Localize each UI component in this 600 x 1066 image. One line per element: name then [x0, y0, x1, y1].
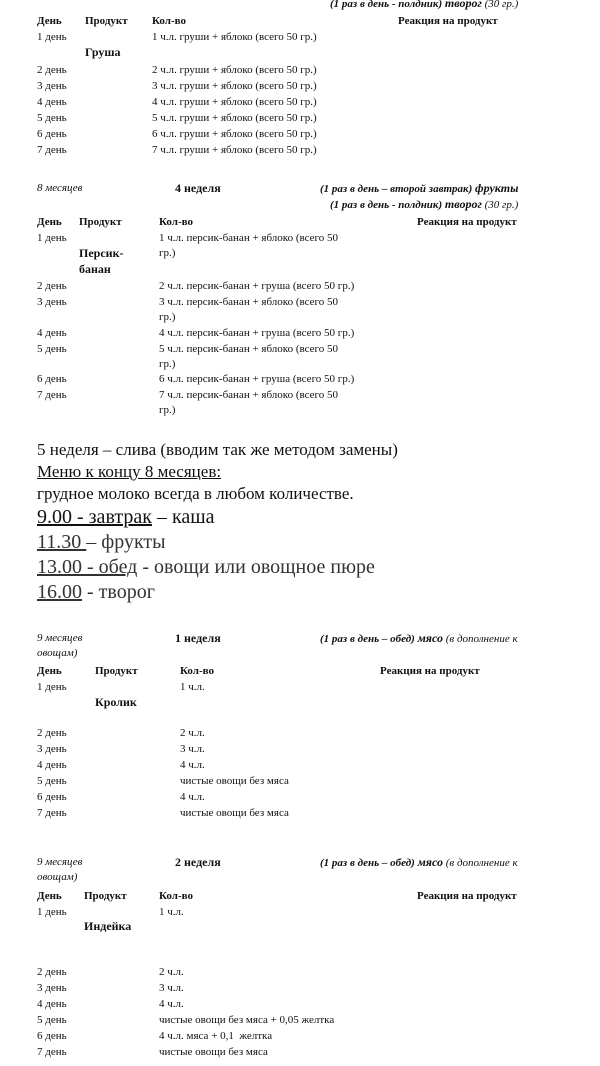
menu-item-3-rest: - овощи или овощное пюре	[137, 556, 375, 578]
section2-row3-day: 3 день	[37, 296, 67, 308]
section2-note2-pre: (1 раз в день - полдник)	[330, 199, 443, 211]
section2-note2-post: (30 гр.)	[484, 199, 519, 211]
section3-row2-amount: 2 ч.л.	[180, 727, 205, 739]
section3-product: Кролик	[95, 695, 137, 709]
section3-row6-amount: 4 ч.л.	[180, 791, 205, 803]
menu-item-1-time: 9.00 - завтрак	[37, 506, 152, 528]
section4-note-post: (в дополнение к	[445, 857, 518, 869]
menu-milk: грудное молоко всегда в любом количестве.	[37, 484, 354, 503]
section1-note-top	[330, 0, 518, 11]
section1-row6-amount: 6 ч.л. груши + яблоко (всего 50 гр.)	[152, 128, 317, 140]
section3-note-post: (в дополнение к	[445, 633, 518, 645]
section4-age-line1: 9 месяцев	[37, 856, 83, 868]
section2-row5-amount-cont: гр.)	[159, 358, 176, 370]
section4-row7-day: 7 день	[37, 1046, 67, 1058]
section2-row7-amount: 7 ч.л. персик-банан + яблоко (всего 50	[159, 389, 338, 401]
section2-header-reaction: Реакция на продукт	[417, 216, 517, 228]
section3-row2-day: 2 день	[37, 727, 67, 739]
section4-row6-amount: 4 ч.л. мяса + 0,1 желтка	[159, 1030, 273, 1042]
section2-product-line1: Персик-	[79, 246, 124, 260]
section1-row2-amount: 2 ч.л. груши + яблоко (всего 50 гр.)	[152, 64, 317, 76]
menu-item-2-rest: – фрукты	[86, 531, 166, 553]
section2-header-day: День	[37, 216, 62, 228]
section1-row5-day: 5 день	[37, 112, 67, 124]
section2-note1-food: фрукты	[475, 181, 519, 195]
section4-row1-day: 1 день	[37, 906, 67, 918]
section1-row1-day: 1 день	[37, 31, 67, 43]
section3-age-line1: 9 месяцев	[37, 632, 83, 644]
section4-age-line2: овощам)	[37, 871, 78, 883]
section2-note1-pre: (1 раз в день – второй завтрак)	[320, 183, 473, 195]
section3-row7-amount: чистые овощи без мяса	[180, 807, 289, 819]
section2-row3-amount: 3 ч.л. персик-банан + яблоко (всего 50	[159, 296, 338, 308]
section2-row6-amount: 6 ч.л. персик-банан + груша (всего 50 гр.)	[159, 373, 355, 385]
section3-note	[320, 632, 518, 646]
section4-note	[320, 856, 518, 870]
section3-age-line2: овощам)	[37, 647, 78, 659]
section2-header-product: Продукт	[79, 216, 122, 228]
section1-header-product: Продукт	[85, 15, 128, 27]
section3-row3-day: 3 день	[37, 743, 67, 755]
section3-row6-day: 6 день	[37, 791, 67, 803]
section4-row3-day: 3 день	[37, 982, 67, 994]
section1-row3-day: 3 день	[37, 80, 67, 92]
section4-note-food: мясо	[417, 855, 443, 869]
menu-item-4-rest: - творог	[82, 581, 155, 603]
section1-row4-amount: 4 ч.л. груши + яблоко (всего 50 гр.)	[152, 96, 317, 108]
menu-item-3	[37, 555, 375, 579]
section1-row3-amount: 3 ч.л. груши + яблоко (всего 50 гр.)	[152, 80, 317, 92]
section4-header-amount: Кол-во	[159, 890, 193, 902]
section1-row1-amount: 1 ч.л. груши + яблоко (всего 50 гр.)	[152, 31, 317, 43]
section3-row4-day: 4 день	[37, 759, 67, 771]
section4-row2-day: 2 день	[37, 966, 67, 978]
section3-row7-day: 7 день	[37, 807, 67, 819]
section3-note-food: мясо	[417, 631, 443, 645]
section4-row7-amount: чистые овощи без мяса	[159, 1046, 268, 1058]
section1-header-day: День	[37, 15, 62, 27]
section1-header-amount: Кол-во	[152, 15, 186, 27]
section4-row4-amount: 4 ч.л.	[159, 998, 184, 1010]
section3-row3-amount: 3 ч.л.	[180, 743, 205, 755]
section2-row1-amount-cont: гр.)	[159, 247, 176, 259]
section3-header-day: День	[37, 665, 62, 677]
section4-row4-day: 4 день	[37, 998, 67, 1010]
menu-item-3-time: 13.00 - обед	[37, 556, 138, 578]
section2-product-line2: банан	[79, 262, 111, 276]
section4-header-product: Продукт	[84, 890, 127, 902]
menu-item-4-time: 16.00	[37, 581, 82, 603]
menu-item-4	[37, 580, 155, 604]
section2-row2-amount: 2 ч.л. персик-банан + груша (всего 50 гр.)	[159, 280, 355, 292]
menu-item-1-rest: – каша	[151, 506, 215, 528]
section2-header-amount: Кол-во	[159, 216, 193, 228]
section1-header-reaction: Реакция на продукт	[398, 15, 498, 27]
section2-row1-amount: 1 ч.л. персик-банан + яблоко (всего 50	[159, 232, 338, 244]
section1-row7-amount: 7 ч.л. груши + яблоко (всего 50 гр.)	[152, 144, 317, 156]
section3-row5-amount: чистые овощи без мяса	[180, 775, 289, 787]
section2-row7-amount-cont: гр.)	[159, 404, 176, 416]
section1-row2-day: 2 день	[37, 64, 67, 76]
menu-title: Меню к концу 8 месяцев:	[37, 462, 222, 481]
menu-week5: 5 неделя – слива (вводим так же методом замены)	[37, 440, 398, 459]
section3-row5-day: 5 день	[37, 775, 67, 787]
section4-note-pre: (1 раз в день – обед)	[320, 857, 415, 869]
section4-row6-day: 6 день	[37, 1030, 67, 1042]
menu-item-2-time: 11.30	[37, 531, 87, 553]
section4-row5-amount: чистые овощи без мяса + 0,05 желтка	[159, 1014, 335, 1026]
section2-row3-amount-cont: гр.)	[159, 311, 176, 323]
section1-row4-day: 4 день	[37, 96, 67, 108]
section4-week: 2 неделя	[175, 855, 221, 869]
section1-product: Груша	[85, 45, 121, 59]
section3-note-pre: (1 раз в день – обед)	[320, 633, 415, 645]
menu-item-2	[37, 530, 166, 554]
section2-age: 8 месяцев	[37, 182, 83, 194]
section3-header-amount: Кол-во	[180, 665, 214, 677]
section4-header-day: День	[37, 890, 62, 902]
section2-row4-day: 4 день	[37, 327, 67, 339]
section2-note2	[330, 198, 518, 212]
section4-row5-day: 5 день	[37, 1014, 67, 1026]
menu-item-1	[37, 505, 215, 529]
section4-product: Индейка	[84, 919, 132, 933]
section2-note2-food: творог	[444, 197, 482, 211]
section4-row1-amount: 1 ч.л.	[159, 906, 184, 918]
section2-row7-day: 7 день	[37, 389, 67, 401]
section3-header-product: Продукт	[95, 665, 138, 677]
section1-row5-amount: 5 ч.л. груши + яблоко (всего 50 гр.)	[152, 112, 317, 124]
section1-row7-day: 7 день	[37, 144, 67, 156]
section1-note-food: творог	[444, 0, 482, 10]
section3-row4-amount: 4 ч.л.	[180, 759, 205, 771]
section3-week: 1 неделя	[175, 631, 221, 645]
section1-note-pre: (1 раз в день - полдник)	[330, 0, 443, 10]
section3-row1-amount: 1 ч.л.	[180, 681, 205, 693]
section4-row2-amount: 2 ч.л.	[159, 966, 184, 978]
section2-row1-day: 1 день	[37, 232, 67, 244]
section2-row5-day: 5 день	[37, 343, 67, 355]
section1-note-post: (30 гр.)	[484, 0, 519, 10]
section2-row6-day: 6 день	[37, 373, 67, 385]
section2-row2-day: 2 день	[37, 280, 67, 292]
section3-header-reaction: Реакция на продукт	[380, 665, 480, 677]
section4-row3-amount: 3 ч.л.	[159, 982, 184, 994]
section4-header-reaction: Реакция на продукт	[417, 890, 517, 902]
section3-row1-day: 1 день	[37, 681, 67, 693]
section2-week: 4 неделя	[175, 181, 221, 195]
section2-note1	[320, 182, 518, 196]
section2-row5-amount: 5 ч.л. персик-банан + яблоко (всего 50	[159, 343, 338, 355]
section1-row6-day: 6 день	[37, 128, 67, 140]
section2-row4-amount: 4 ч.л. персик-банан + груша (всего 50 гр.)	[159, 327, 355, 339]
